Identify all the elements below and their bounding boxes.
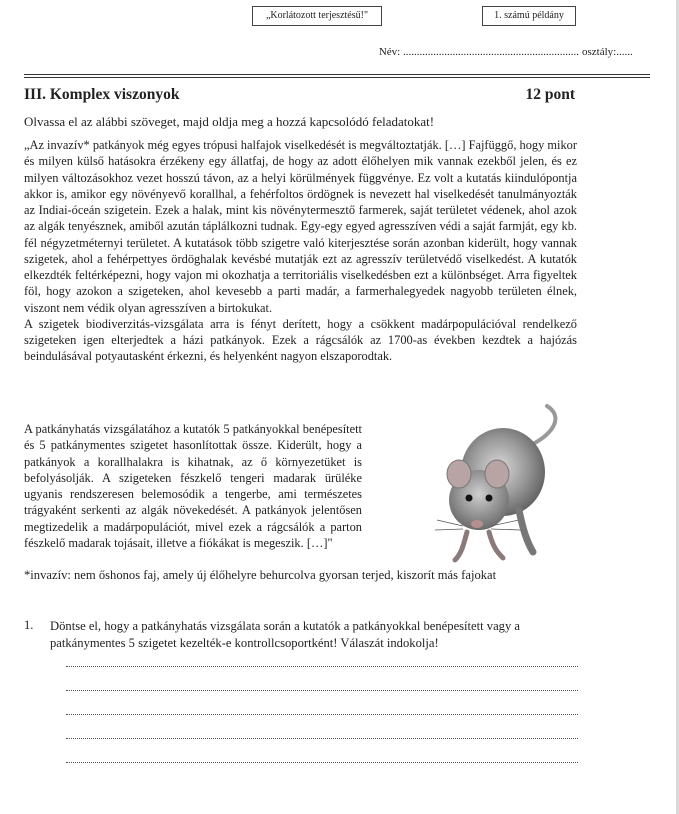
answer-line[interactable] [66,762,578,763]
rat-photo [415,402,565,564]
passage-paragraph: A patkányhatás vizsgálatához a kutatók 5 patkányokkal benépesített és 5 patkánymentes szigetet hasonlítottak össze. Kiderült, hogy a patkányok a korallhalakra is kihatnak, az ő környezetüket is befolyásolják. A szigeteken fészkelő tengeri madarak ürüléke ugyanis rendszeresen belemosódik a tengerbe, ami természetes trágyaként serkenti az algák növekedését. A patkányok jelentősen megtizedelik a madárpopulációt, mivel ezek a rágcsálók a parton fészkelő madarak tojásait, illetve a fiókákat is megeszik. […]" [24,422,362,550]
footnote: *invazív: nem őshonos faj, amely új élőhelyre behurcolva gyorsan terjed, kiszorít más fajokat [24,568,497,582]
question-number: 1. [24,618,34,632]
section-title: III. Komplex viszonyok [24,86,180,103]
header-rule [24,74,650,75]
answer-line[interactable] [66,714,578,715]
copy-number-stamp: 1. számú példány [482,6,576,26]
question-text: Döntse el, hogy a patkányhatás vizsgálata során a kutatók a patkányokkal benépesített vagy a patkánymentes 5 szigetet kezelték-e kontrollcsoportként! Válaszát indokolja! [50,619,521,650]
reading-passage [24,137,577,365]
reading-passage-wrapped [24,421,362,551]
answer-line[interactable] [66,738,578,739]
reading-instruction: Olvassa el az alábbi szöveget, majd oldja meg a hozzá kapcsolódó feladatokat! [24,114,435,129]
name-field: Név: ................................................................ [378,46,579,58]
answer-line[interactable] [66,690,578,691]
section-points: 12 pont [525,86,575,103]
header-rule-double [24,77,650,78]
passage-paragraph: „Az invazív* patkányok még egyes trópusi halfajok viselkedését is megváltoztatják. […] Fajfüggő, hogy mikor és milyen külső hatásokra érzékeny egy állatfaj, de hogy az adott élőhelyen mik vannak ezekből jelen, és ez milyen változásokhoz vezet hosszú távon, az a helyi körülmények függvénye. Ez volt a kutatás kiindulópontja akkor is, amikor egy növényevő korallhal, a fehérfoltos ördögnek is nevezett hal viselkedését tanulmányozták az Indiai-óceán szigetein. Ezek a halak, mint kis növénytermesztő farmerek, saját területet védenek, ahol azok az algák tenyésznek, amiből azután táplálkozni tudnak. Egy-egy egyed agresszíven védi a saját farmját, egy kb. fél négyzetméternyi területet. A kutatások több szigetre való kiterjesztése során azonban kiderült, hogy vannak szigetek, ahol a fehérpettyes ördöghalak kevésbé mutatják ezt az agresszív területvédő viselkedést. A kutatók elkezdték feltérképezni, hogy vajon mi okozhatja a territoriális viselkedésben ezt a különbséget. Arra figyeltek föl, hogy azokon a szigeteken, ahol kevesebb a parti madár, a farmerhalegyedek nagyobb területen élnek, viszont nem védik olyan agresszíven a birtokukat. [24,138,577,315]
passage-paragraph: A szigetek biodiverzitás-vizsgálata arra is fényt derített, hogy a csökkent madárpopulációval rendelkező szigeteken igen elterjedtek a házi patkányok. Ezek a rágcsálók az 1700-as években kezdtek a hajózás beindulásával potyautasként érkezni, és helyenként nagyon elszaporodtak. [24,316,577,364]
class-field: osztály:...... [582,46,633,58]
restriction-stamp: „Korlátozott terjesztésű!" [252,6,382,26]
answer-line[interactable] [66,666,578,667]
